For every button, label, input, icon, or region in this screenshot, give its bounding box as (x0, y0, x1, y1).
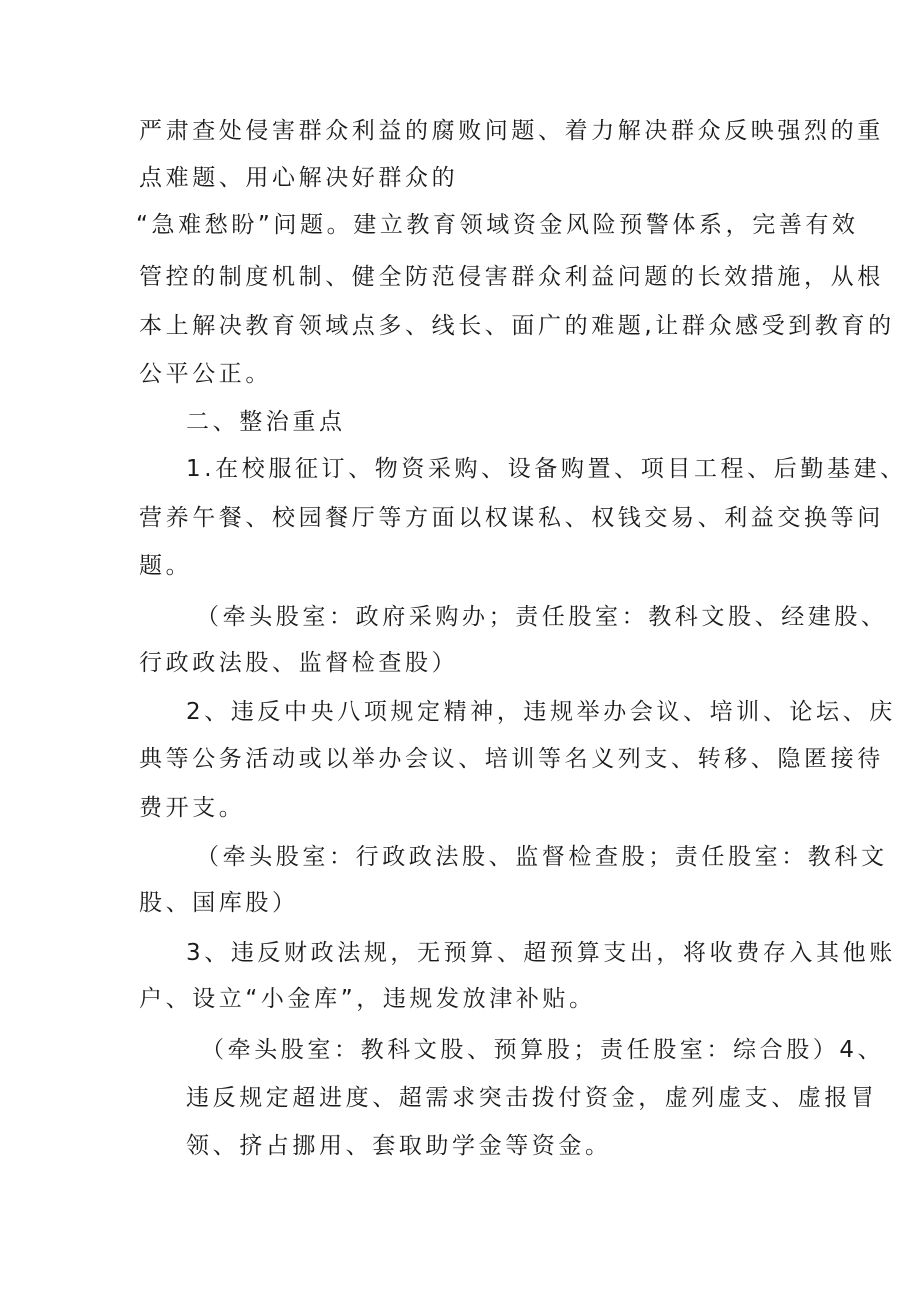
paragraph-line: 严肃查处侵害群众利益的腐败问题、着力解决群众反映强烈的重 (139, 118, 884, 144)
paragraph-line: 典等公务活动或以举办会议、培训等名义列支、转移、隐匿接待 (139, 746, 884, 772)
paragraph-line: 题。 (139, 553, 193, 579)
paragraph-line: 1.在校服征订、物资采购、设备购置、项目工程、后勤基建、 (186, 456, 907, 482)
paragraph-line: 营养午餐、校园餐厅等方面以权谋私、权钱交易、利益交换等问 (139, 505, 884, 531)
responsibility-note: （牵头股室：教科文股、预算股；责任股室：综合股）4、 (201, 1037, 885, 1063)
paragraph-line: 公平公正。 (139, 361, 272, 387)
paragraph-line: 户、设立“小金库”，违规发放津补贴。 (139, 986, 596, 1012)
responsibility-note: （牵头股室：政府采购办；责任股室：教科文股、经建股、 (196, 604, 888, 630)
responsibility-note: 行政政法股、监督检查股） (139, 650, 459, 676)
paragraph-line: “急难愁盼”问题。建立教育领域资金风险预警体系，完善有效 (136, 212, 859, 238)
paragraph-line: 领、挤占挪用、套取助学金等资金。 (186, 1133, 612, 1159)
paragraph-line: 本上解决教育领域点多、线长、面广的难题,让群众感受到教育的 (139, 313, 895, 339)
responsibility-note: 股、国库股） (139, 890, 299, 916)
responsibility-note: （牵头股室：行政政法股、监督检查股；责任股室：教科文 (196, 844, 888, 870)
paragraph-line: 3、违反财政法规，无预算、超预算支出，将收费存入其他账 (186, 940, 896, 966)
section-heading: 二、整治重点 (186, 409, 346, 435)
paragraph-line: 违反规定超进度、超需求突击拨付资金，虚列虚支、虚报冒 (186, 1085, 878, 1111)
paragraph-line: 管控的制度机制、健全防范侵害群众利益问题的长效措施，从根 (139, 264, 884, 290)
paragraph-line: 费开支。 (139, 795, 246, 821)
paragraph-line: 点难题、用心解决好群众的 (139, 165, 459, 191)
paragraph-line: 2、违反中央八项规定精神，违规举办会议、培训、论坛、庆 (186, 699, 896, 725)
